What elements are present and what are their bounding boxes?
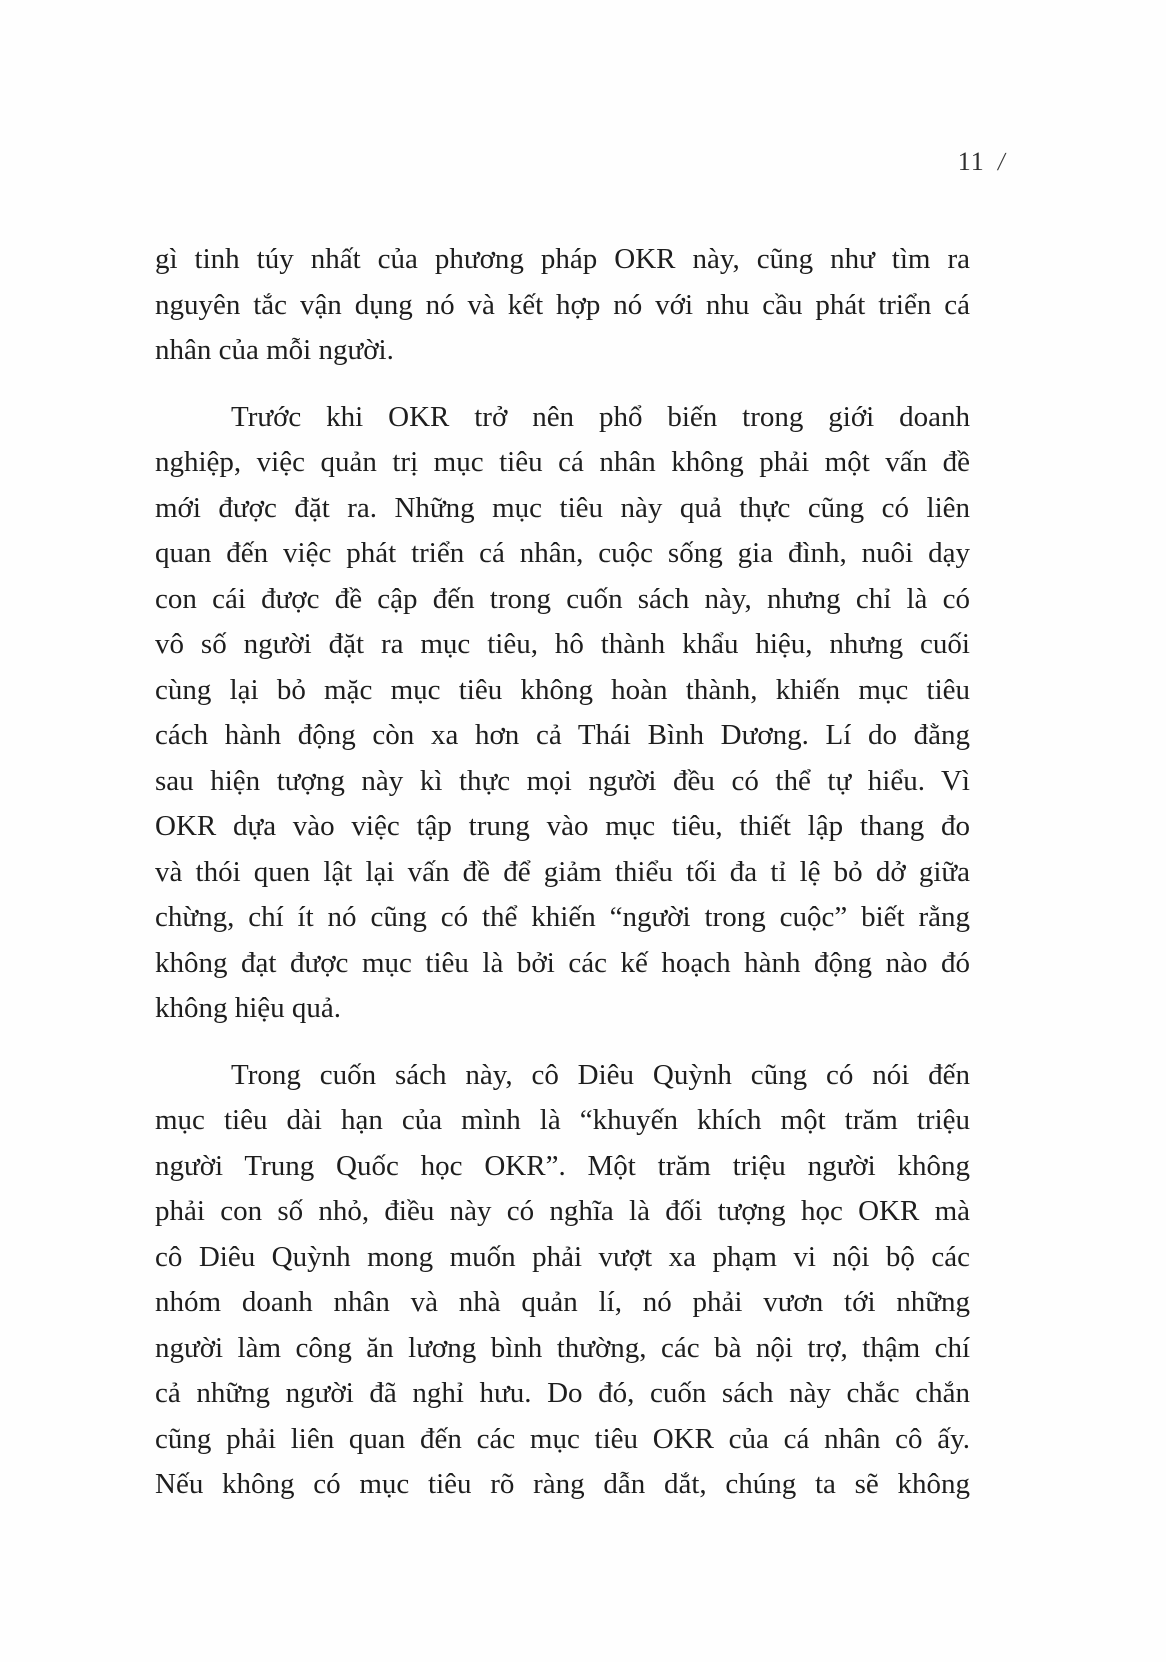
text-line: nghiệp, việc quản trị mục tiêu cá nhân không phải một vấn đề [155, 446, 970, 478]
text-line: không đạt được mục tiêu là bởi các kế hoạch hành động nào đó [155, 946, 970, 979]
text-line: con cái được đề cập đến trong cuốn sách này, nhưng chỉ là có [155, 582, 970, 615]
text-line: nhân của mỗi người. [155, 334, 394, 366]
text-line: mới được đặt ra. Những mục tiêu này quả thực cũng có liên [155, 491, 970, 524]
text-line: không hiệu quả. [155, 992, 342, 1024]
text-line: chừng, chí ít nó cũng có thể khiến “người trong cuộc” biết rằng [155, 901, 970, 933]
text-line: phải con số nhỏ, điều này có nghĩa là đối tượng học OKR mà [155, 1195, 970, 1227]
text-line: Trước khi OKR trở nên phổ biến trong giới doanh [231, 400, 970, 433]
text-line: sau hiện tượng này kì thực mọi người đều có thể tự hiểu. Vì [155, 764, 970, 797]
text-line: và thói quen lật lại vấn đề để giảm thiểu tối đa tỉ lệ bỏ dở giữa [155, 855, 970, 888]
page-number [957, 146, 1009, 178]
text-line: nhóm doanh nhân và nhà quản lí, nó phải vươn tới những [155, 1286, 970, 1318]
text-line: Trong cuốn sách này, cô Diêu Quỳnh cũng có nói đến [231, 1058, 970, 1091]
text-line: cô Diêu Quỳnh mong muốn phải vượt xa phạm vi nội bộ các [155, 1240, 970, 1273]
text-line: vô số người đặt ra mục tiêu, hô thành khẩu hiệu, nhưng cuối [155, 628, 970, 660]
paragraph [155, 237, 970, 374]
page-number-separator: / [995, 147, 1009, 176]
text-line: nguyên tắc vận dụng nó và kết hợp nó với nhu cầu phát triển cá [155, 288, 970, 321]
text-line: người Trung Quốc học OKR”. Một trăm triệu người không [155, 1149, 970, 1182]
text-line: cách hành động còn xa hơn cả Thái Bình Dương. Lí do đằng [155, 719, 970, 751]
paragraph [155, 395, 970, 1032]
text-line: người làm công ăn lương bình thường, các bà nội trợ, thậm chí [155, 1331, 970, 1364]
text-line: OKR dựa vào việc tập trung vào mục tiêu, thiết lập thang đo [155, 810, 970, 842]
paragraph [155, 1053, 970, 1508]
text-line: cùng lại bỏ mặc mục tiêu không hoàn thành, khiến mục tiêu [155, 673, 970, 706]
page-number-value: 11 [957, 147, 985, 176]
text-block [155, 237, 970, 1508]
text-line: cả những người đã nghỉ hưu. Do đó, cuốn sách này chắc chắn [155, 1377, 970, 1409]
text-line: gì tinh túy nhất của phương pháp OKR này, cũng như tìm ra [155, 243, 970, 275]
text-line: Nếu không có mục tiêu rõ ràng dẫn dắt, chúng ta sẽ không [155, 1468, 970, 1500]
text-line: cũng phải liên quan đến các mục tiêu OKR của cá nhân cô ấy. [155, 1422, 970, 1455]
text-line: mục tiêu dài hạn của mình là “khuyến khích một trăm triệu [155, 1104, 970, 1136]
text-line: quan đến việc phát triển cá nhân, cuộc sống gia đình, nuôi dạy [155, 537, 970, 569]
